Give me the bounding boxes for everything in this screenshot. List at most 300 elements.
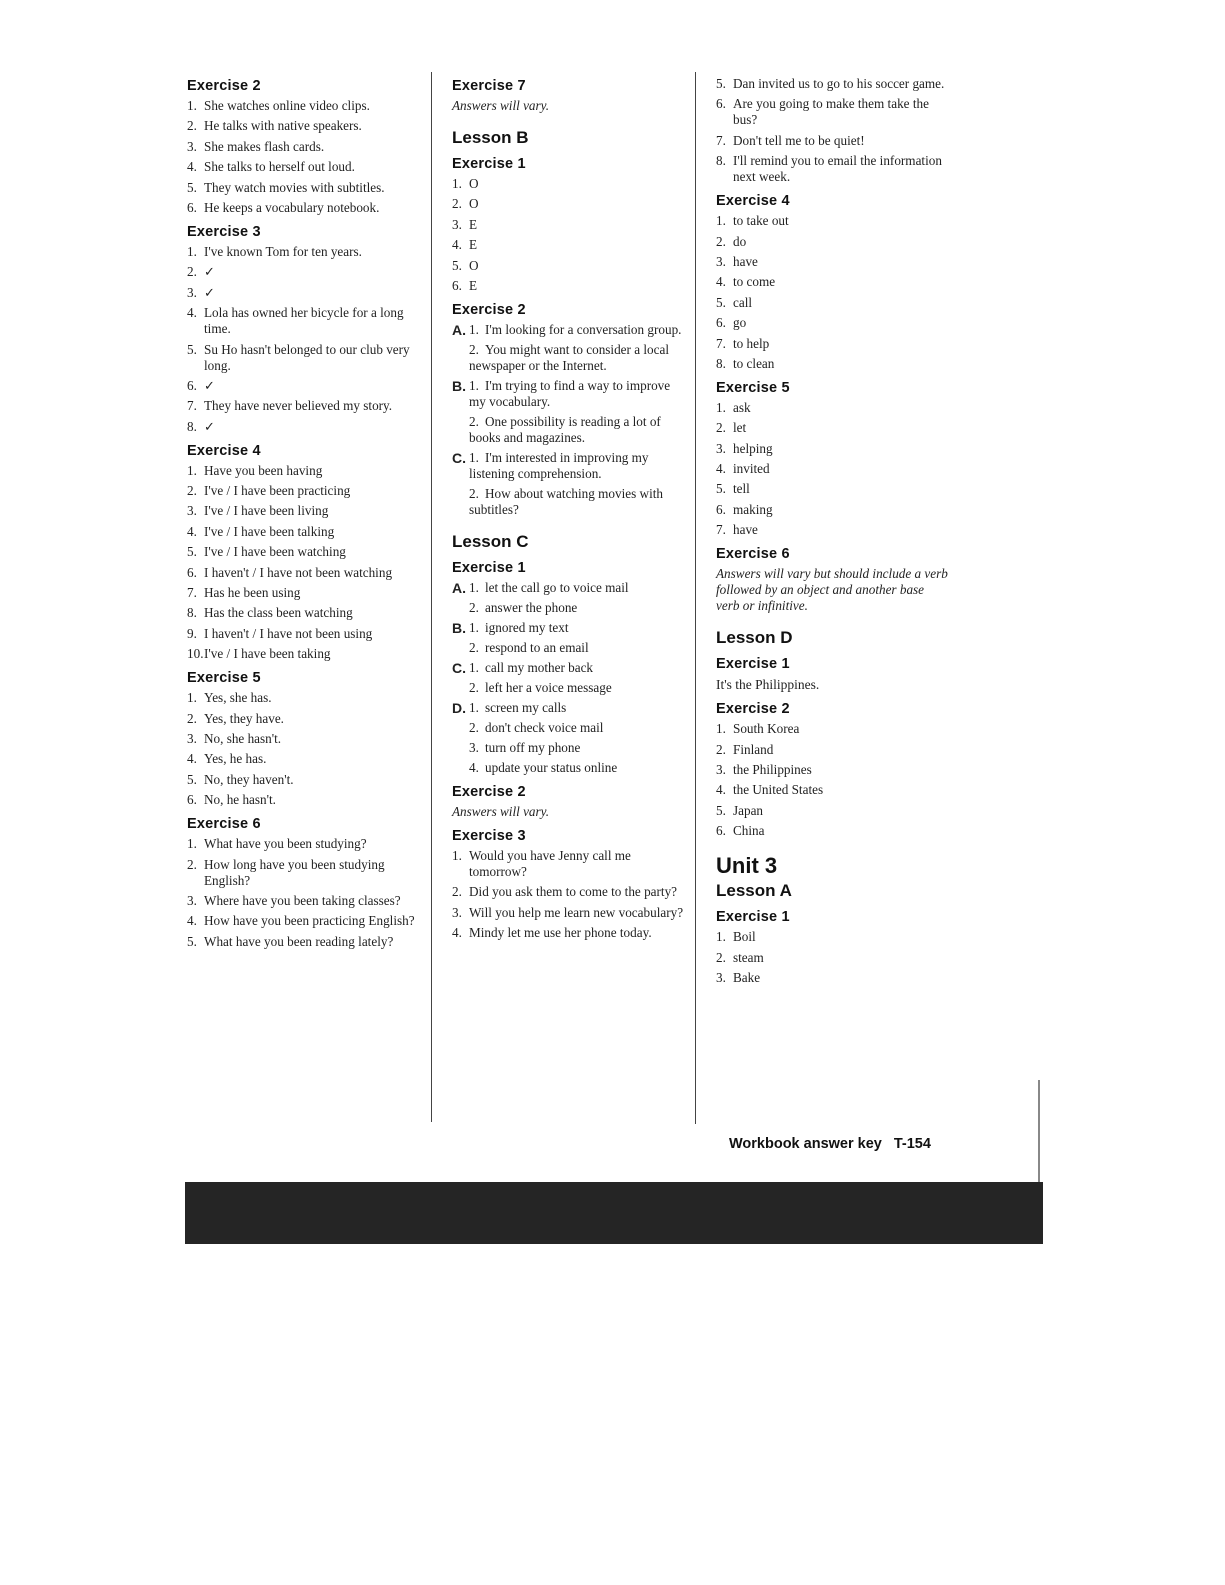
item-number: 2. (187, 710, 197, 726)
answer-section (452, 660, 684, 696)
answer-item (187, 244, 427, 260)
item-text: ✓ (204, 377, 216, 393)
item-number: 6. (187, 792, 197, 808)
item-number: 1. (469, 619, 479, 635)
item-text: They have never believed my story. (204, 398, 393, 414)
item-text: steam (733, 949, 764, 965)
answer-item (187, 772, 427, 788)
answer-item (716, 96, 948, 128)
answer-item (469, 680, 684, 696)
answer-item (469, 342, 684, 374)
item-number: 6. (187, 199, 197, 215)
item-number: 3. (452, 216, 462, 232)
answer-item (716, 76, 948, 92)
answer-item (716, 274, 948, 290)
item-number: 2. (469, 679, 479, 695)
item-number: 1. (469, 699, 479, 715)
item-text: turn off my phone (485, 739, 581, 755)
item-number: 2. (716, 949, 726, 965)
item-text: call (733, 294, 753, 310)
answer-item (716, 400, 948, 416)
item-text: Are you going to make them take the bus? (733, 96, 929, 128)
item-number: 2. (452, 196, 462, 212)
answer-item (187, 285, 427, 301)
exercise-heading: Exercise 1 (716, 656, 790, 673)
answer-item (187, 711, 427, 727)
answer-list (716, 76, 948, 185)
answer-list (716, 721, 948, 839)
answer-note: Answers will vary. (452, 803, 550, 819)
item-number: 5. (187, 341, 197, 357)
item-number: 5. (187, 771, 197, 787)
item-number: 1. (469, 449, 479, 465)
item-text: E (469, 237, 478, 253)
exercise-heading: Exercise 4 (187, 442, 261, 459)
item-number: 1. (469, 659, 479, 675)
item-number: 4. (716, 782, 726, 798)
answer-item (452, 925, 684, 941)
exercise-heading: Exercise 2 (452, 783, 526, 800)
item-text: Have you been having (204, 462, 323, 478)
item-number: 1. (716, 721, 726, 737)
answer-item (187, 934, 427, 950)
item-number: 8. (716, 355, 726, 371)
answer-item (187, 585, 427, 601)
item-text: O (469, 257, 479, 273)
item-number: 5. (716, 294, 726, 310)
item-text: I've known Tom for ten years. (204, 243, 362, 259)
item-number: 5. (187, 544, 197, 560)
item-text: tell (733, 481, 750, 497)
item-number: 2. (469, 719, 479, 735)
footer-label: Workbook answer key (729, 1136, 882, 1152)
answer-item (187, 159, 427, 175)
answer-item (187, 626, 427, 642)
scan-dark-band (185, 1182, 1043, 1244)
column-divider (431, 72, 432, 1122)
item-number: 3. (187, 138, 197, 154)
item-number: 2. (187, 264, 197, 280)
section-letter: C. (452, 659, 466, 676)
lesson-heading: Lesson D (716, 628, 793, 648)
item-number: 3. (469, 739, 479, 755)
answer-item (716, 762, 948, 778)
answer-list (187, 244, 427, 435)
answer-item (716, 929, 948, 945)
item-text: Has he been using (204, 585, 301, 601)
item-number: 7. (716, 522, 726, 538)
exercise-heading: Exercise 1 (452, 156, 526, 172)
answer-item (187, 857, 427, 889)
item-number: 4. (716, 274, 726, 290)
answer-item (716, 742, 948, 758)
answer-item (716, 782, 948, 798)
item-number: 3. (716, 440, 726, 456)
answer-item (716, 336, 948, 352)
item-number: 1. (187, 98, 197, 113)
answer-item (716, 153, 948, 185)
item-number: 2. (469, 639, 479, 655)
item-text: No, they haven't. (204, 771, 294, 787)
exercise-heading: Exercise 2 (452, 301, 526, 318)
exercise-heading: Exercise 2 (187, 78, 261, 94)
item-text: ✓ (204, 284, 216, 300)
item-number: 5. (452, 257, 462, 273)
item-number: 5. (716, 76, 726, 91)
answer-item (187, 731, 427, 747)
item-text: to take out (733, 213, 789, 229)
answer-item (469, 580, 684, 596)
item-number: 1. (469, 321, 479, 337)
item-number: 8. (187, 418, 197, 434)
item-text: O (469, 176, 479, 191)
answer-item (469, 620, 684, 636)
item-number: 1. (716, 399, 726, 415)
item-text: invited (733, 461, 770, 477)
answer-item (187, 419, 427, 435)
item-text: Lola has owned her bicycle for a long time. (204, 305, 404, 337)
answer-item (452, 196, 684, 212)
item-text: Boil (733, 929, 756, 945)
answer-text: It's the Philippines. (716, 677, 820, 693)
item-number: 4. (187, 523, 197, 539)
item-number: 2. (469, 599, 479, 615)
answer-item (716, 213, 948, 229)
item-number: 2. (469, 485, 479, 501)
answer-item (469, 600, 684, 616)
page-number: T-154 (893, 1136, 931, 1152)
item-text: I've / I have been living (204, 503, 329, 519)
item-text: E (469, 277, 478, 293)
item-text: the United States (733, 782, 824, 798)
item-number: 2. (469, 341, 479, 357)
exercise-heading: Exercise 1 (452, 559, 526, 576)
answer-item (187, 342, 427, 374)
answer-item (187, 544, 427, 560)
item-text: ✓ (204, 418, 216, 434)
item-number: 4. (716, 461, 726, 477)
item-number: 3. (187, 284, 197, 300)
item-text: let the call go to voice mail (485, 579, 629, 595)
item-number: 9. (187, 625, 197, 641)
item-number: 6. (716, 823, 726, 839)
item-text: I've / I have been taking (204, 646, 331, 662)
answer-list (716, 400, 948, 538)
item-text: do (733, 233, 747, 249)
item-number: 1. (716, 213, 726, 229)
exercise-heading: Exercise 1 (716, 909, 790, 926)
answer-item (716, 522, 948, 538)
item-number: 7. (716, 132, 726, 148)
answer-item (452, 176, 684, 192)
exercise-heading: Exercise 6 (716, 546, 790, 563)
answer-item (716, 356, 948, 372)
item-number: 6. (716, 315, 726, 331)
item-text: No, he hasn't. (204, 792, 276, 808)
item-text: ask (733, 399, 751, 415)
section-letter: A. (452, 321, 466, 338)
item-number: 4. (187, 751, 197, 767)
item-text: I've / I have been practicing (204, 483, 351, 499)
answer-item (452, 258, 684, 274)
exercise-heading: Exercise 7 (452, 78, 526, 94)
answer-item (716, 970, 948, 986)
answer-sections (452, 580, 684, 776)
answer-item (187, 305, 427, 337)
answer-item (452, 237, 684, 253)
item-text: Would you have Jenny call me tomorrow? (469, 847, 631, 879)
answer-item (187, 378, 427, 394)
item-text: screen my calls (485, 699, 567, 715)
item-number: 4. (187, 159, 197, 175)
item-text: making (733, 501, 773, 517)
answer-item (452, 848, 684, 880)
answer-note: Answers will vary. (452, 98, 550, 113)
answer-item (469, 414, 684, 446)
section-letter: C. (452, 449, 466, 466)
item-text: Did you ask them to come to the party? (469, 884, 678, 900)
item-number: 2. (716, 420, 726, 436)
answer-item (716, 133, 948, 149)
answer-item (716, 234, 948, 250)
exercise-heading: Exercise 6 (187, 816, 261, 833)
item-number: 1. (469, 579, 479, 595)
item-text: Su Ho hasn't belonged to our club very long. (204, 341, 410, 373)
column-divider (695, 72, 696, 1124)
item-text: I haven't / I have not been using (204, 625, 373, 641)
answer-item (187, 264, 427, 280)
item-number: 2. (452, 884, 462, 900)
section-letter: B. (452, 619, 466, 636)
answer-item (187, 605, 427, 621)
item-text: Bake (733, 969, 761, 985)
item-text: Yes, he has. (204, 751, 267, 767)
item-number: 1. (469, 377, 479, 393)
item-text: go (733, 315, 747, 331)
answer-item (187, 180, 427, 196)
item-text: I've / I have been watching (204, 544, 346, 560)
item-number: 5. (716, 481, 726, 497)
exercise-heading: Exercise 2 (716, 701, 790, 718)
item-number: 6. (716, 96, 726, 112)
answer-item (469, 640, 684, 656)
item-text: Japan (733, 802, 764, 818)
answer-section (452, 450, 684, 518)
item-text: to clean (733, 355, 775, 371)
answer-sections (452, 322, 684, 518)
item-number: 2. (187, 856, 197, 872)
item-number: 2. (716, 233, 726, 249)
scan-edge (1038, 1080, 1040, 1190)
item-text: have (733, 253, 758, 269)
exercise-heading: Exercise 5 (716, 379, 790, 396)
section-letter: A. (452, 579, 466, 596)
item-number: 2. (469, 413, 479, 429)
answer-item (469, 378, 684, 410)
answer-item (187, 200, 427, 216)
item-number: 3. (716, 253, 726, 269)
lesson-heading: Lesson B (452, 128, 529, 147)
item-number: 3. (187, 892, 197, 908)
item-text: One possibility is reading a lot of books and magazines. (469, 413, 661, 445)
answer-item (187, 98, 427, 114)
item-text: I'm trying to find a way to improve my vocabulary. (469, 377, 671, 409)
item-text: I'll remind you to email the information next week. (733, 153, 942, 185)
section-letter: B. (452, 377, 466, 394)
answer-item (716, 502, 948, 518)
answer-section (452, 378, 684, 446)
item-text: South Korea (733, 721, 800, 737)
answer-item (187, 503, 427, 519)
item-text: Finland (733, 741, 774, 757)
item-number: 8. (716, 153, 726, 169)
item-text: ✓ (204, 264, 216, 280)
item-text: They watch movies with subtitles. (204, 179, 385, 195)
answer-item (187, 913, 427, 929)
answer-item (469, 450, 684, 482)
item-number: 6. (187, 377, 197, 393)
item-number: 7. (716, 335, 726, 351)
item-text: No, she hasn't. (204, 730, 282, 746)
answer-note: Answers will vary but should include a verb followed by an object and another base verb or infinitive. (716, 566, 948, 614)
answer-item (187, 751, 427, 767)
answer-item (187, 792, 427, 808)
answer-item (716, 823, 948, 839)
item-text: Where have you been taking classes? (204, 892, 401, 908)
column-3 (716, 76, 948, 990)
answer-item (716, 461, 948, 477)
item-number: 3. (187, 730, 197, 746)
exercise-heading: Exercise 3 (452, 827, 526, 844)
item-text: I've / I have been talking (204, 523, 335, 539)
item-number: 1. (187, 462, 197, 478)
unit-heading: Unit 3 (716, 853, 778, 879)
item-text: answer the phone (485, 599, 578, 615)
exercise-heading: Exercise 3 (187, 223, 261, 240)
item-number: 1. (452, 847, 462, 863)
answer-list (187, 98, 427, 216)
item-number: 6. (716, 501, 726, 517)
answer-item (469, 660, 684, 676)
item-text: Yes, they have. (204, 710, 284, 726)
item-number: 10. (187, 646, 204, 662)
item-text: Don't tell me to be quiet! (733, 132, 865, 148)
answer-section (452, 700, 684, 776)
column-1 (187, 70, 427, 954)
item-number: 6. (187, 564, 197, 580)
item-number: 6. (452, 277, 462, 293)
answer-item (716, 950, 948, 966)
answer-item (187, 463, 427, 479)
item-text: I haven't / I have not been watching (204, 564, 393, 580)
page-footer (729, 1136, 931, 1152)
answer-item (187, 398, 427, 414)
answer-item (716, 254, 948, 270)
item-text: China (733, 823, 765, 839)
item-text: left her a voice message (485, 679, 612, 695)
item-text: have (733, 522, 758, 538)
item-text: You might want to consider a local newspaper or the Internet. (469, 341, 669, 373)
item-number: 1. (187, 243, 197, 259)
item-text: the Philippines (733, 762, 812, 778)
item-text: helping (733, 440, 773, 456)
item-text: O (469, 196, 479, 212)
answer-item (187, 524, 427, 540)
answer-item (469, 740, 684, 756)
item-text: He keeps a vocabulary notebook. (204, 199, 380, 215)
item-number: 5. (716, 802, 726, 818)
exercise-heading: Exercise 5 (187, 670, 261, 687)
answer-list (452, 176, 684, 294)
answer-item (187, 565, 427, 581)
item-number: 1. (187, 690, 197, 706)
answer-section (452, 322, 684, 374)
answer-item (452, 884, 684, 900)
item-number: 7. (187, 398, 197, 414)
answer-list (716, 213, 948, 372)
answer-list (187, 463, 427, 663)
item-text: I'm looking for a conversation group. (485, 321, 682, 337)
item-number: 3. (716, 762, 726, 778)
item-number: 4. (187, 913, 197, 929)
item-text: ignored my text (485, 619, 569, 635)
item-number: 4. (452, 925, 462, 941)
answer-item (469, 322, 684, 338)
item-text: don't check voice mail (485, 719, 604, 735)
item-text: I'm interested in improving my listening comprehension. (469, 449, 649, 481)
answer-list (716, 929, 948, 986)
item-number: 2. (187, 118, 197, 134)
item-text: let (733, 420, 747, 436)
item-text: What have you been reading lately? (204, 933, 394, 949)
answer-item (716, 803, 948, 819)
item-number: 4. (187, 305, 197, 321)
answer-list (187, 836, 427, 950)
answer-section (452, 620, 684, 656)
answer-item (716, 721, 948, 737)
item-text: Dan invited us to go to his soccer game. (733, 76, 945, 91)
answer-item (187, 893, 427, 909)
exercise-heading: Exercise 4 (716, 193, 790, 210)
item-text: Yes, she has. (204, 690, 272, 706)
item-number: 3. (187, 503, 197, 519)
item-number: 5. (187, 933, 197, 949)
answer-item (187, 836, 427, 852)
item-number: 3. (716, 969, 726, 985)
answer-item (452, 217, 684, 233)
item-text: respond to an email (485, 639, 589, 655)
answer-list (187, 690, 427, 808)
answer-item (716, 315, 948, 331)
answer-list (452, 848, 684, 941)
answer-item (452, 278, 684, 294)
item-number: 2. (187, 483, 197, 499)
item-text: He talks with native speakers. (204, 118, 362, 134)
item-number: 5. (187, 179, 197, 195)
item-text: What have you been studying? (204, 836, 367, 852)
answer-item (716, 420, 948, 436)
lesson-heading: Lesson A (716, 881, 792, 901)
answer-item (716, 441, 948, 457)
item-text: call my mother back (485, 659, 594, 675)
item-text: E (469, 216, 478, 232)
section-letter: D. (452, 699, 466, 716)
answer-item (469, 760, 684, 776)
answer-item (469, 486, 684, 518)
answer-item (187, 118, 427, 134)
item-number: 1. (452, 176, 462, 191)
column-2 (452, 70, 684, 946)
